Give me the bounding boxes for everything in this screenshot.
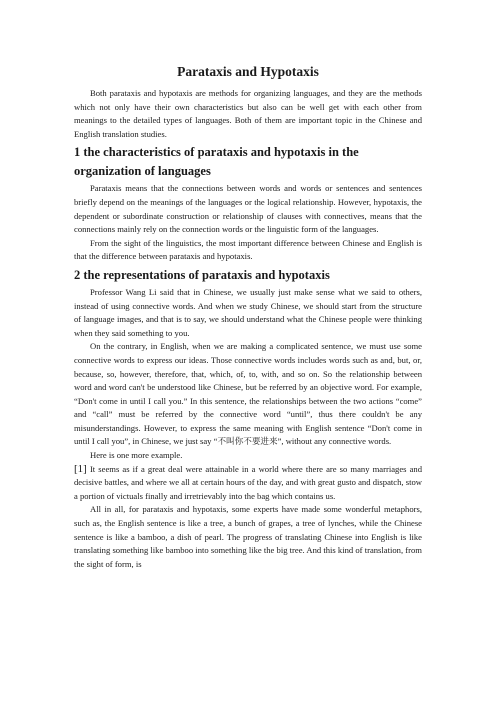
example-number: [1]: [74, 462, 87, 475]
section-2-paragraph-2: On the contrary, in English, when we are making a complicated sentence, we must use some connective words to express our ideas. Those connective words includes words such as and, but, or, because, so, however, therefore, that, which, of, to, with, and so on. So the relationship between word and word can't be understood like Chinese, but be referred by an objective word. For example, “Don't come in until I call you.” In this sentence, the relationships between the two actions “come” and “call” must be referred by the connective word “until”, thus there couldn't be any misunderstandings. However, to express the same meaning with English sentence “Don't come in until I call you”, in Chinese, we just say “不叫你不要进来”, without any connective words.: [74, 341, 422, 447]
section-2-paragraph-4: All in all, for parataxis and hypotaxis, some experts have made some wonderful metaphors, such as, the English sentence is like a tree, a bunch of grapes, a tree of lynches, while the Chinese sentence is like a bamboo, a dish of pearl. The progress of translating Chinese into English is like translating something like bamboo into something like the big tree. And this kind of translation, from the sight of form, is: [74, 504, 422, 569]
section-1-paragraph-1: Parataxis means that the connections between words and words or sentences and sentences briefly depend on the meanings of the languages or the logical relationship. However, hypotaxis, the dependent or subordinate construction or relationship of clauses with connectives, means that the connections mainly rely on the connection words or the linguistic form of the languages.: [74, 183, 422, 235]
section-1-paragraph-2: From the sight of the linguistics, the most important difference between Chinese and English is that the difference between parataxis and hypotaxis.: [74, 237, 422, 262]
section-2-paragraph-3: Here is one more example.: [90, 450, 183, 461]
section-2-paragraph-1: Professor Wang Li said that in Chinese, we usually just make sense what we said to others, instead of using connective words. And when we study Chinese, we should start from the structure of language images, and that is to say, we should understand what the Chinese people were thinking when they said something to you.: [74, 286, 422, 338]
intro-paragraph: Both parataxis and hypotaxis are methods for organizing languages, and they are the methods which not only have their own characteristics but also can be well get with each other from meanings to the detailed types of languages. Both of them are important topic in the Chinese and English translation studies.: [74, 88, 422, 139]
example-text: It seems as if a great deal were attainable in a world where there are so many marriages and decisive battles, and where we all at certain hours of the day, and with great gusto and dispatch, stow a portion of victuals finally and irretrievably into the bag which contains us.: [74, 463, 422, 501]
section-2-heading: 2 the representations of parataxis and hypotaxis: [74, 267, 330, 282]
example-paragraph: [74, 463, 422, 504]
document-title: Parataxis and Hypotaxis: [177, 64, 319, 79]
document-page: [74, 64, 422, 571]
section-1-heading: 1 the characteristics of parataxis and hypotaxis in the organization of languages: [74, 145, 359, 179]
